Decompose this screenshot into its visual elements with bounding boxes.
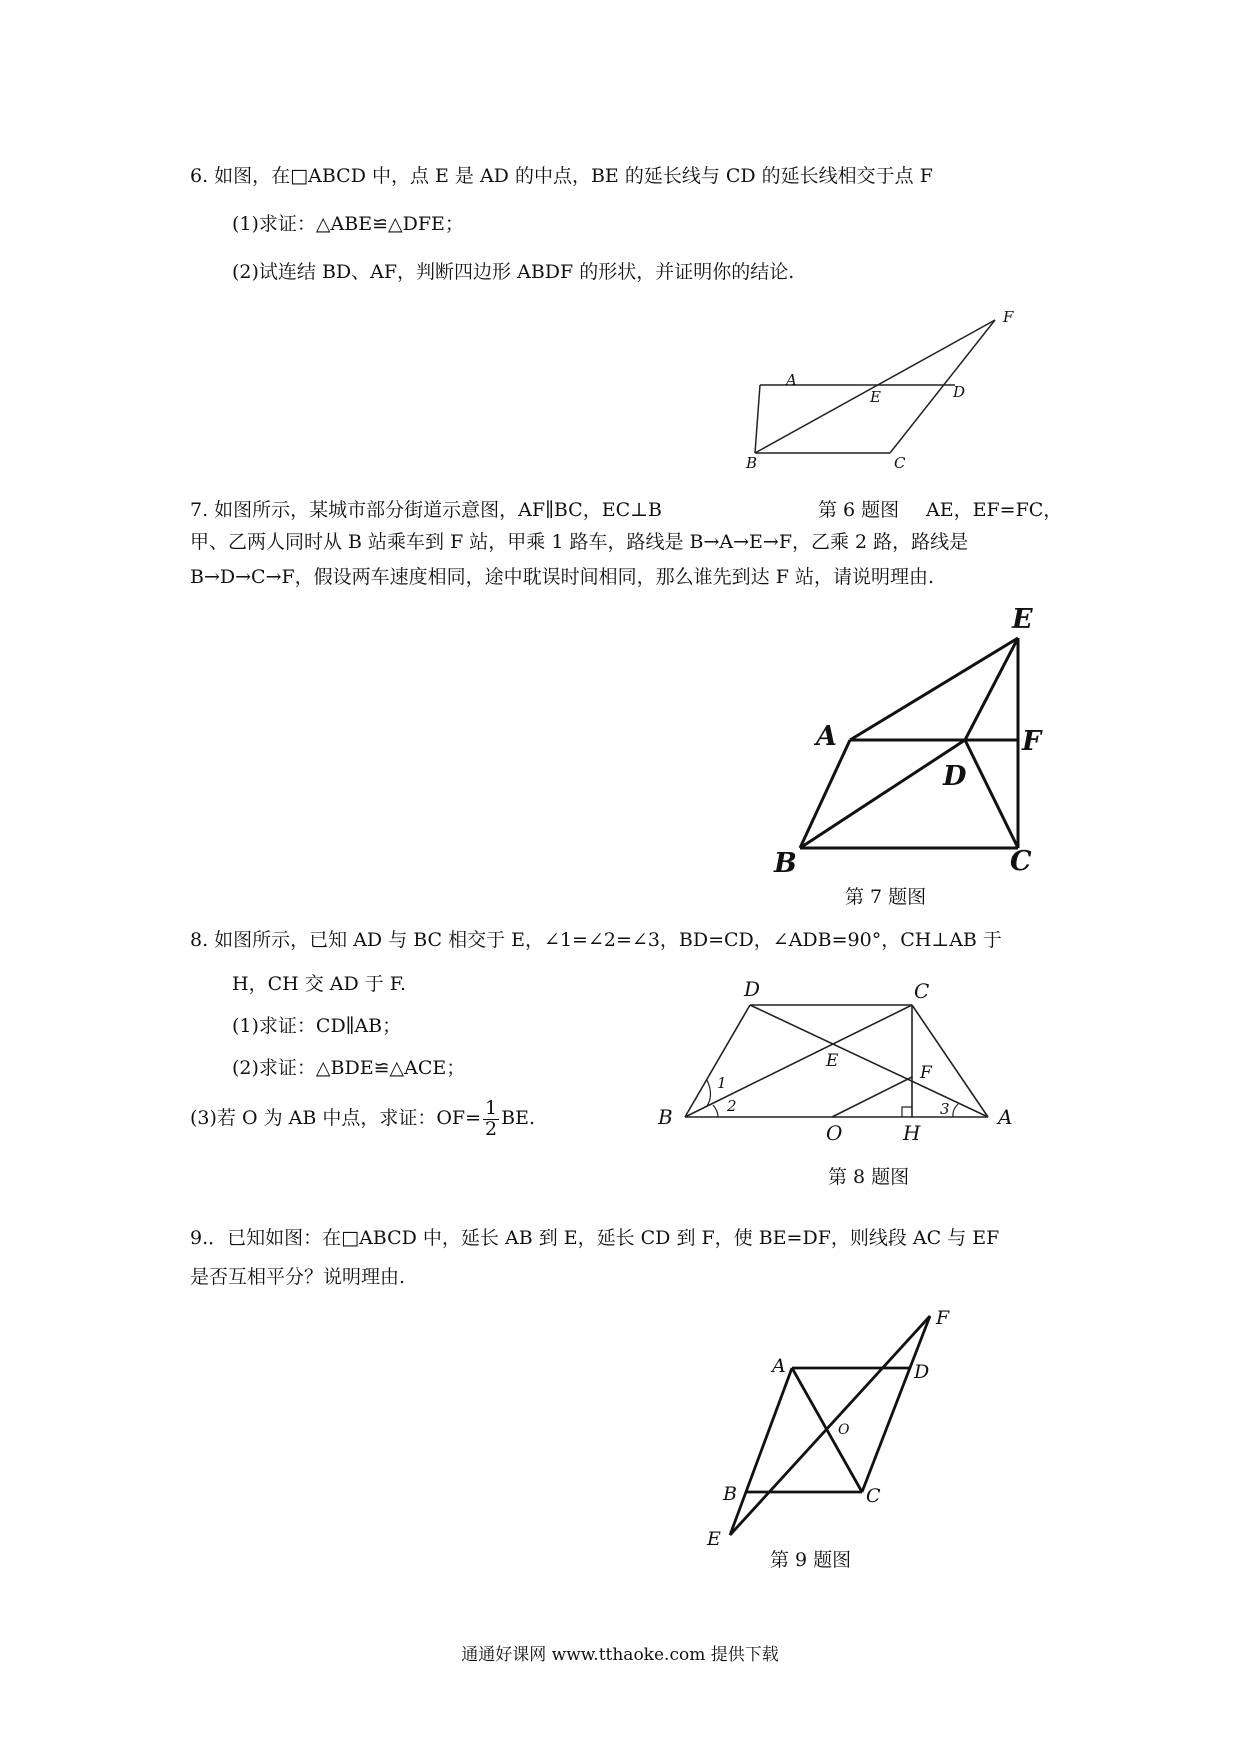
q8-stem: 8. 如图所示，已知 AD 与 BC 相交于 E，∠1=∠2=∠3，BD=CD，∠ADB=90°，CH⊥AB 于 <box>190 929 1002 951</box>
q7-label-B: B <box>774 848 797 879</box>
q6-stem: 6. 如图，在□ABCD 中，点 E 是 AD 的中点，BE 的延长线与 CD 的延长线相交于点 F <box>190 165 933 187</box>
q6-label-A: A <box>786 371 797 389</box>
q7-line1b: AE，EF=FC， <box>926 499 1063 521</box>
q8-label-H: H <box>903 1121 921 1145</box>
q8-part2: (2)求证：△BDE≌△ACE； <box>232 1057 466 1079</box>
q7-line1a: 7. 如图所示，某城市部分街道示意图，AF∥BC，EC⊥B <box>190 499 662 521</box>
q9-label-B: B <box>723 1483 737 1505</box>
q8-label-O: O <box>826 1121 843 1145</box>
q6-label-B: B <box>746 454 758 472</box>
q9-label-C: C <box>866 1485 881 1507</box>
q6-label-D: D <box>953 383 966 401</box>
q6-label-E: E <box>870 388 881 406</box>
q8-part3-prefix: (3)若 O 为 AB 中点，求证：OF= <box>190 1107 482 1129</box>
q9-label-D: D <box>914 1361 930 1383</box>
q6-part2: (2)试连结 BD、AF，判断四边形 ABDF 的形状，并证明你的结论. <box>232 261 795 283</box>
q7-line2: 甲、乙两人同时从 B 站乘车到 F 站，甲乘 1 路车，路线是 B→A→E→F，乙乘 2 路，路线是 <box>190 531 969 553</box>
q9-label-O: O <box>838 1422 850 1438</box>
page-footer: 通通好课网 www.tthaoke.com 提供下载 <box>461 1645 779 1665</box>
q8-angle-3: 3 <box>940 1100 950 1118</box>
q8-fraction-den: 2 <box>485 1117 498 1140</box>
q8-label-F: F <box>920 1063 932 1083</box>
q6-label-C: C <box>894 454 906 472</box>
q6-figure-caption: 第 6 题图 <box>818 499 900 521</box>
q9-figure-caption: 第 9 题图 <box>770 1549 852 1571</box>
q9-label-E: E <box>707 1528 721 1550</box>
q8-fraction-num: 1 <box>485 1096 498 1119</box>
q7-label-E: E <box>1012 604 1033 635</box>
q8-angle-1: 1 <box>717 1074 727 1092</box>
q8-label-A: A <box>998 1105 1013 1129</box>
q8-label-C: C <box>914 979 930 1003</box>
q7-line3: B→D→C→F，假设两车速度相同，途中耽误时间相同，那么谁先到达 F 站，请说明理由. <box>190 566 934 588</box>
q7-figure-caption: 第 7 题图 <box>845 886 927 908</box>
q9-label-F: F <box>936 1307 950 1329</box>
q8-angle-2: 2 <box>727 1097 737 1115</box>
q8-label-B: B <box>658 1105 673 1129</box>
q8-part1: (1)求证：CD∥AB； <box>232 1015 402 1037</box>
q9-stem: 9.．已知如图：在□ABCD 中，延长 AB 到 E，延长 CD 到 F，使 BE=DF，则线段 AC 与 EF <box>190 1227 1000 1249</box>
q7-label-C: C <box>1010 846 1032 877</box>
q9-label-A: A <box>772 1355 786 1377</box>
q7-label-A: A <box>816 721 837 752</box>
q8-label-E: E <box>826 1051 839 1071</box>
q8-stem2: H，CH 交 AD 于 F. <box>232 973 407 995</box>
q7-label-D: D <box>943 761 967 792</box>
q6-label-F: F <box>1003 308 1014 326</box>
q6-part1: (1)求证：△ABE≌△DFE； <box>232 213 464 235</box>
q8-label-D: D <box>744 977 761 1001</box>
q8-part3-suffix: BE. <box>501 1107 535 1129</box>
q9-stem2: 是否互相平分？说明理由. <box>190 1266 406 1288</box>
q7-label-F: F <box>1022 726 1042 757</box>
q8-figure-caption: 第 8 题图 <box>828 1166 910 1188</box>
